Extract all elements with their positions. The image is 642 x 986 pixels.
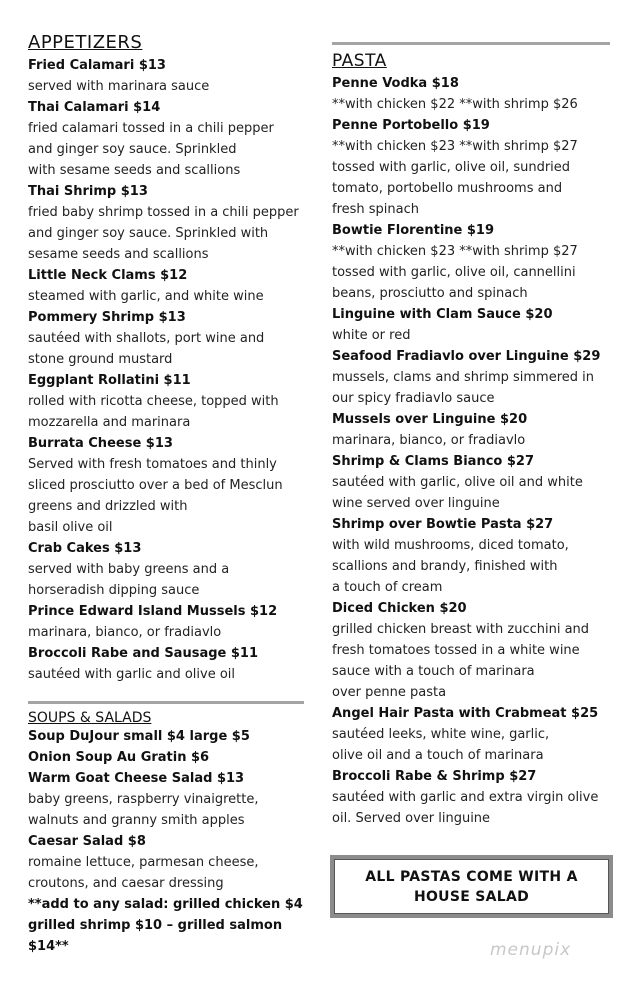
menu-item xyxy=(28,831,308,894)
menu-item xyxy=(28,643,308,685)
item-name: Thai Calamari $14 xyxy=(28,100,161,115)
menu-item xyxy=(332,73,617,115)
item-name: Shrimp over Bowtie Pasta $27 xyxy=(332,517,554,532)
item-name: Diced Chicken $20 xyxy=(332,601,467,616)
pasta-salad-notice xyxy=(330,855,613,918)
item-desc: grilled chicken breast with zucchini and fresh tomatoes tossed in a white wine sauce with a touch of marinara over penne pasta xyxy=(332,622,590,700)
item-desc: with wild mushrooms, diced tomato, scallions and brandy, finished with a touch of cream xyxy=(332,538,569,595)
menu-item xyxy=(332,451,617,514)
left-column xyxy=(28,32,308,685)
menu-item xyxy=(28,601,308,643)
item-desc: romaine lettuce, parmesan cheese, croutons, and caesar dressing xyxy=(28,855,259,891)
item-name: Thai Shrimp $13 xyxy=(28,184,148,199)
item-name: Mussels over Linguine $20 xyxy=(332,412,528,427)
notice-text: ALL PASTAS COME WITH A HOUSE SALAD xyxy=(334,859,609,914)
item-desc: served with marinara sauce xyxy=(28,79,210,94)
item-name: Crab Cakes $13 xyxy=(28,541,142,556)
menu-item xyxy=(28,181,308,265)
menu-item xyxy=(332,766,617,829)
item-desc: sautéed with garlic and olive oil xyxy=(28,667,236,682)
item-name: Bowtie Florentine $19 xyxy=(332,223,495,238)
item-desc: sautéed with garlic and extra virgin olive oil. Served over linguine xyxy=(332,790,599,826)
menu-item xyxy=(332,220,617,304)
menu-item xyxy=(332,598,617,703)
item-name: Pommery Shrimp $13 xyxy=(28,310,186,325)
item-desc: white or red xyxy=(332,328,411,343)
soups-title: SOUPS & SALADS xyxy=(28,710,152,726)
item-desc: marinara, bianco, or fradiavlo xyxy=(332,433,526,448)
menu-item xyxy=(28,370,308,433)
item-desc: mussels, clams and shrimp simmered in our spicy fradiavlo sauce xyxy=(332,370,594,406)
item-desc: rolled with ricotta cheese, topped with mozzarella and marinara xyxy=(28,394,279,430)
item-name: Broccoli Rabe & Shrimp $27 xyxy=(332,769,537,784)
item-name: Burrata Cheese $13 xyxy=(28,436,173,451)
item-name: Caesar Salad $8 xyxy=(28,834,146,849)
item-name: Broccoli Rabe and Sausage $11 xyxy=(28,646,259,661)
item-desc: sautéed leeks, white wine, garlic, olive oil and a touch of marinara xyxy=(332,727,550,763)
watermark: menupix xyxy=(490,940,572,960)
item-name: Eggplant Rollatini $11 xyxy=(28,373,191,388)
menu-item xyxy=(332,703,617,766)
menu-item xyxy=(28,265,308,307)
item-desc: steamed with garlic, and white wine xyxy=(28,289,264,304)
pasta-section xyxy=(332,51,617,829)
item-desc: baby greens, raspberry vinaigrette, walnuts and granny smith apples xyxy=(28,792,259,828)
item-name: Linguine with Clam Sauce $20 xyxy=(332,307,553,322)
menu-item xyxy=(28,747,308,768)
item-name: Penne Portobello $19 xyxy=(332,118,490,133)
soups-section xyxy=(28,710,308,957)
menu-item xyxy=(332,115,617,220)
item-name: Angel Hair Pasta with Crabmeat $25 xyxy=(332,706,599,721)
salad-addons: **add to any salad: grilled chicken $4 grilled shrimp $10 – grilled salmon $14** xyxy=(28,897,303,954)
item-name: Warm Goat Cheese Salad $13 xyxy=(28,771,245,786)
item-desc: fried calamari tossed in a chili pepper and ginger soy sauce. Sprinkled with sesame seeds and scallions xyxy=(28,121,274,178)
pasta-list xyxy=(332,73,617,829)
item-name: Soup DuJour small $4 large $5 xyxy=(28,729,250,744)
menu-item xyxy=(332,304,617,346)
menu-item xyxy=(28,307,308,370)
item-desc: **with chicken $22 **with shrimp $26 xyxy=(332,97,578,112)
item-name: Onion Soup Au Gratin $6 xyxy=(28,750,210,765)
item-desc: served with baby greens and a horseradish dipping sauce xyxy=(28,562,230,598)
menu-item xyxy=(28,726,308,747)
soups-list xyxy=(28,726,308,957)
item-desc: **with chicken $23 **with shrimp $27 tossed with garlic, olive oil, cannellini beans, prosciutto and spinach xyxy=(332,244,578,301)
item-name: Fried Calamari $13 xyxy=(28,58,166,73)
item-desc: fried baby shrimp tossed in a chili pepper and ginger soy sauce. Sprinkled with sesame seeds and scallions xyxy=(28,205,299,262)
item-desc: marinara, bianco, or fradiavlo xyxy=(28,625,222,640)
item-desc: sautéed with garlic, olive oil and white wine served over linguine xyxy=(332,475,583,511)
item-name: Prince Edward Island Mussels $12 xyxy=(28,604,278,619)
pasta-top-divider xyxy=(332,42,610,45)
menu-item xyxy=(28,433,308,538)
pasta-title: PASTA xyxy=(332,51,387,71)
item-name: Shrimp & Clams Bianco $27 xyxy=(332,454,534,469)
menu-item xyxy=(332,346,617,409)
menu-item xyxy=(332,514,617,598)
menu-item xyxy=(332,409,617,451)
section-divider xyxy=(28,701,304,704)
menu-item xyxy=(28,538,308,601)
item-desc: **with chicken $23 **with shrimp $27 tossed with garlic, olive oil, sundried tomato, portobello mushrooms and fresh spinach xyxy=(332,139,578,217)
item-name: Seafood Fradiavlo over Linguine $29 xyxy=(332,349,601,364)
item-name: Penne Vodka $18 xyxy=(332,76,459,91)
item-desc: sautéed with shallots, port wine and stone ground mustard xyxy=(28,331,265,367)
menu-item xyxy=(28,55,308,97)
menu-item xyxy=(28,768,308,831)
item-desc: Served with fresh tomatoes and thinly sliced prosciutto over a bed of Mesclun greens and drizzled with basil olive oil xyxy=(28,457,283,535)
appetizers-title: APPETIZERS xyxy=(28,32,143,53)
appetizers-list xyxy=(28,55,308,685)
item-name: Little Neck Clams $12 xyxy=(28,268,188,283)
menu-item xyxy=(28,97,308,181)
